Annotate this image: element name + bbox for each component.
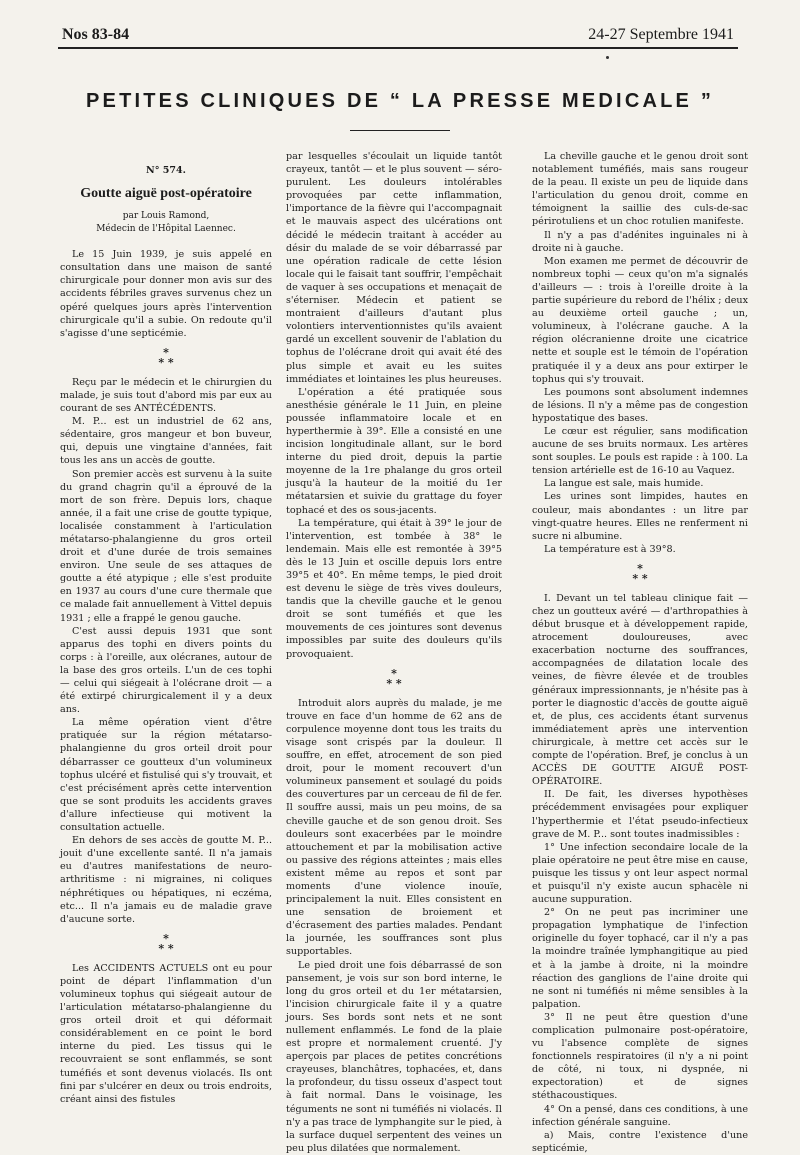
article-title: Goutte aiguë post-opératoire [80, 186, 252, 202]
paragraph: Le pied droit une fois débarrassé de son pansement, je vois sur son bord interne, le long du gros orteil et du 1er métatarsien, l'incision chirurgicale faite il y a quatre jours. Ses bords sont nets et ne sont nullement enflammés. Le fond de la plaie est propre et normalement cruenté. J'y aperçois par places de petites concrétions crayeuses, blanchâtres, tophacées, et, dans la profondeur, du tissu osseux d'aspect tout à fait normal. Dans le voisinage, les téguments ne sont ni tuméfiés ni violacés. Il n'y a pas trace de lymphangite sur le pied, à la surface duquel serpentent des veines un peu plus dilatées que normalement. [286, 959, 502, 1154]
issue-number: Nos 83-84 [62, 26, 130, 43]
paragraph: II. De fait, les diverses hypothèses précédemment envisagées pour expliquer l'hyperthermie et l'état pseudo-infectieux grave de M. P... sont toutes inadmissibles : [532, 789, 748, 840]
paragraph: I. Devant un tel tableau clinique fait — chez un goutteux avéré — d'arthropathies à début brusque et à développement rapide, atrocement douloureuses, avec exacerbation nocturne des souffrances, accompagnées de dilatation locale des veines, de fièvre élevée et de troubles généraux impressionnants, je n'hésite pas à porter le diagnostic d'accès de goutte aiguë et, de plus, ces accidents étant survenus immédiatement après une intervention chirurgicale, à mettre cet accès sur le compte de l'opération. Bref, je conclus à un ACCÈS DE GOUTTE AIGUË POST-OPÉRATOIRE. [532, 592, 748, 788]
paragraph: a) Mais, contre l'existence d'une septicémie, [532, 1129, 748, 1154]
masthead: PETITES CLINIQUES DE “ LA PRESSE MEDICALE ” [85, 90, 715, 112]
paragraph: M. P... est un industriel de 62 ans, sédentaire, gros mangeur et bon buveur, qui, depuis une vingtaine d'années, fait tous les ans un accès de goutte. [60, 416, 272, 467]
section-stars: * * * [158, 345, 174, 369]
column-1 [60, 150, 272, 1106]
paragraph: 3° Il ne peut être question d'une complication pulmonaire post-opératoire, vu l'absence complète de signes fonctionnels respiratoires (il n'y a ni point de côté, ni toux, ni dyspnée, ni expectoration) et de signes stéthacoustiques. [532, 1011, 748, 1102]
section-stars: * * * [158, 931, 174, 955]
masthead-rule [350, 130, 450, 131]
paragraph: 2° On ne peut pas incriminer une propagation lymphatique de l'infection originelle du foyer tophacé, car il n'y a pas la moindre traînée lymphangitique au pied et à la jambe à droite, ni la moindre réaction des ganglions de l'aine droite qui ne sont ni tuméfiés ni même sensibles à la palpation. [532, 907, 748, 1010]
paragraph: La langue est sale, mais humide. [544, 478, 704, 490]
article-number: N° 574. [146, 165, 186, 176]
section-stars: * * * [386, 666, 402, 690]
byline [60, 210, 272, 236]
paragraph: Le 15 Juin 1939, je suis appelé en consultation dans une maison de santé chirurgicale pour donner mon avis sur des accidents fébriles graves survenus chez un opéré quelques jours après l'intervention chirurgicale qu'il a subie. On redoute qu'il s'agisse d'une septicémie. [60, 249, 272, 339]
paragraph: La cheville gauche et le genou droit sont notablement tuméfiés, mais sans rougeur de la peau. Il existe un peu de liquide dans l'articulation du genou droit, comme en témoignent la saillie des culs-de-sac périrotuliens et un choc rotulien manifeste. [532, 151, 748, 228]
paragraph: En dehors de ses accès de goutte M. P... jouit d'une excellente santé. Il n'a jamais eu d'autres manifestations de neuro-arthritisme : ni migraines, ni coliques néphrétiques ou hépatiques, ni eczéma, etc... Il n'a jamais eu de maladie grave d'aucune sorte. [60, 835, 272, 925]
paragraph: L'opération a été pratiquée sous anesthésie générale le 11 Juin, en pleine poussée inflammatoire locale et en hyperthermie à 39°. Elle a consisté en une incision longitudinale allant, sur le bord interne du pied droit, depuis la partie moyenne de la 1re phalange du gros orteil jusqu'à la hauteur de la moitié du 1er métatarsien et suivie du grattage du foyer tophacé et des os sous-jacents. [286, 386, 502, 516]
paragraph: Le cœur est régulier, sans modification aucune de ses bruits normaux. Les artères sont souples. Le pouls est rapide : à 100. La tension artérielle est de 16-10 au Vaquez. [532, 425, 748, 477]
paragraph: La température est à 39°8. [544, 543, 676, 555]
paragraph: Mon examen me permet de découvrir de nombreux tophi — ceux qu'on m'a signalés d'ailleurs — : trois à l'oreille droite à la partie supérieure du rebord de l'hélix ; deux au deuxième orteil gauche ; un, volumineux, à l'olécrane gauche. A la région olécranienne droite une cicatrice nette et souple est le témoin de l'opération pratiquée il y a deux ans pour extirper le tophus qui s'y trouvait. [532, 255, 748, 385]
paragraph: La même opération vient d'être pratiquée sur la région métatarso-phalangienne du gros orteil droit pour débarrasser ce goutteux d'un volumineux tophus ulcéré et fistulisé qui s'y trouvait, et c'est précisément après cette intervention que se sont produits les accidents graves d'allure infectieuse qui motivent la consultation actuelle. [60, 717, 272, 834]
paragraph: Les poumons sont absolument indemnes de lésions. Il n'y a même pas de congestion hypostatique des bases. [532, 386, 748, 424]
paragraph: Introduit alors auprès du malade, je me trouve en face d'un homme de 62 ans de corpulence moyenne dont tous les traits du visage sont crispés par la douleur. Il souffre, en effet, atrocement de son pied droit, pour le moment recouvert d'un volumineux pansement et soulagé du poids des couvertures par un cerceau de fil de fer. Il souffre aussi, mais un peu moins, de sa cheville gauche et de son genou droit. Ses douleurs sont exacerbées par le moindre attouchement et par la mobilisation active ou passive des régions atteintes ; mais elles existent même au repos et sont par moments d'une violence inouïe, principalement la nuit. Elles consistent en une sensation de broiement et d'écrasement des parties malades. Pendant la journée, les souffrances sont plus supportables. [286, 697, 502, 958]
paragraph: C'est aussi depuis 1931 que sont apparus des tophi en divers points du corps : à l'oreille, aux olécranes, autour de la base des gros orteils. L'un de ces tophi — celui qui siégeait à l'olécrane droit — a été extirpé chirurgicalement il y a deux ans. [60, 625, 272, 716]
speck-mark [606, 56, 609, 59]
paragraph: Son premier accès est survenu à la suite du grand chagrin qu'il a éprouvé de la mort de son frère. Depuis lors, chaque année, il a fait une crise de goutte typique, localisée constamment à l'articulation métatarso-phalangienne du gros orteil droit et d'une durée de trois semaines environ. Une seule de ses attaques de goutte a été atypique ; elle s'est produite en 1937 au cours d'une cure thermale que ce malade fait annuellement à Vittel depuis 1931 ; elle a frappé le genou gauche. [60, 468, 272, 624]
paragraph: Reçu par le médecin et le chirurgien du malade, je suis tout d'abord mis par eux au courant de ses ANTÉCÉDENTS. [60, 376, 272, 415]
header-rule [58, 47, 738, 49]
author-role: Médecin de l'Hôpital Laennec. [96, 224, 236, 235]
paragraph: 1° Une infection secondaire locale de la plaie opératoire ne peut être mise en cause, puisque les tissus y ont leur aspect normal et puisqu'il n'y existe aucun sphacèle ni aucune suppuration. [532, 841, 748, 906]
paragraph: 4° On a pensé, dans ces conditions, à une infection générale sanguine. [532, 1103, 748, 1128]
paragraph: La température, qui était à 39° le jour de l'intervention, est tombée à 38° le lendemain. Mais elle est remontée à 39°5 dès le 13 Juin et oscille depuis lors entre 39°5 et 40°. En même temps, le pied droit est devenu le siège de très vives douleurs, tandis que la cheville gauche et le genou droit se sont tuméfiés et que les mouvements de ces jointures sont devenus impossibles par suite des douleurs qu'ils provoquaient. [286, 517, 502, 660]
paragraph: Il n'y a pas d'adénites inguinales ni à droite ni à gauche. [532, 229, 748, 254]
paragraph: Les urines sont limpides, hautes en couleur, mais abondantes : un litre par vingt-quatre heures. Elles ne renferment ni sucre ni albumine. [532, 491, 748, 542]
issue-date: 24-27 Septembre 1941 [588, 26, 734, 43]
author: par Louis Ramond, [122, 211, 210, 222]
section-stars: * * * [632, 561, 648, 585]
paragraph: par lesquelles s'écoulait un liquide tantôt crayeux, tantôt — et le plus souvent — séro-purulent. Les douleurs intolérables provoquées par cette inflammation, l'importance de la fièvre qui l'accompagnait et le mauvais aspect des ulcérations ont décidé le médecin traitant à accéder au désir du malade de se voir débarrassé par une opération radicale de cette lésion locale qui le faisait tant souffrir, l'empêchait de vaquer à ses occupations et menaçait de s'éterniser. Médecin et patient se montraient d'ailleurs d'autant plus volontiers interventionnistes qu'ils avaient gardé un excellent souvenir de l'ablation du tophus de l'olécrane droit qui avait été des plus simple et avait eu les suites immédiates et lointaines les plus heureuses. [286, 151, 502, 385]
paragraph: Les ACCIDENTS ACTUELS ont eu pour point de départ l'inflammation d'un volumineux tophus qui siégeait autour de l'articulation métatarso-phalangienne du gros orteil droit et qui déformait considérablement en ce point le bord interne du pied. Les tissus qui le recouvraient se sont enflammés, se sont tuméfiés et sont devenus violacés. Ils ont fini par s'ulcérer en deux ou trois endroits, créant ainsi des fistules [60, 962, 272, 1105]
column-3 [532, 150, 748, 1155]
column-2 [286, 150, 502, 1155]
